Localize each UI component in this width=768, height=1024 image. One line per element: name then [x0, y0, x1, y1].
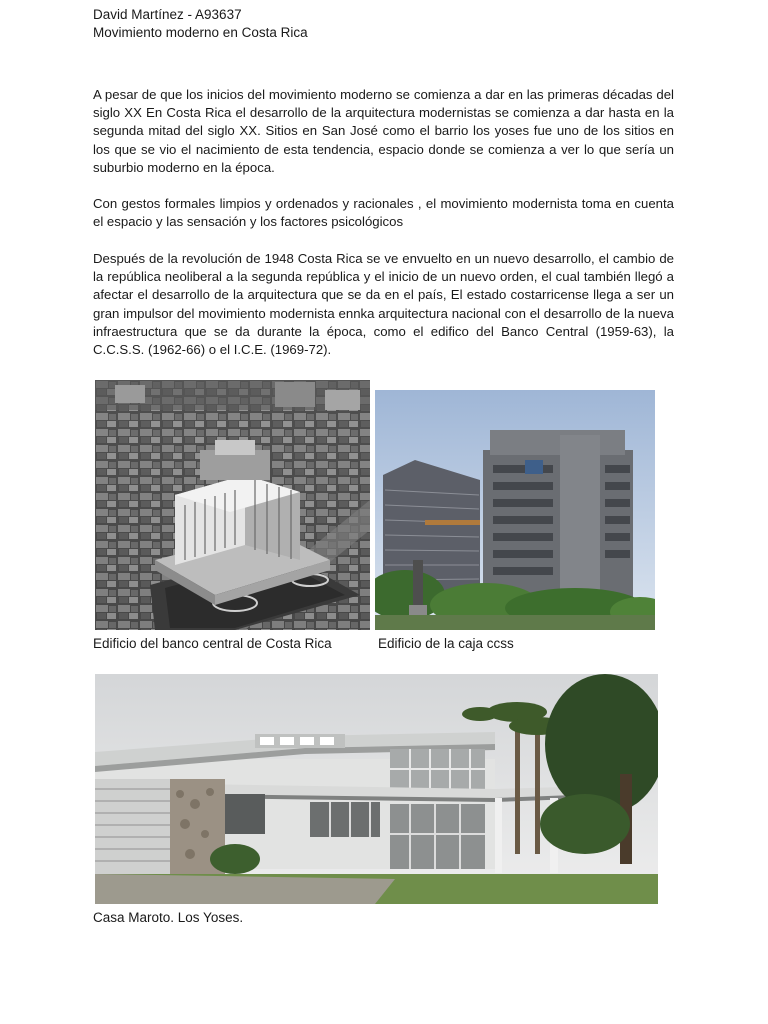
author-line: David Martínez - A93637 [93, 7, 242, 22]
ccss-building-photo [375, 390, 655, 630]
document-title: Movimiento moderno en Costa Rica [93, 25, 308, 40]
caption-banco-central: Edificio del banco central de Costa Rica [93, 636, 332, 651]
caption-casa-maroto: Casa Maroto. Los Yoses. [93, 910, 244, 925]
paragraph-intro: A pesar de que los inicios del movimiento moderno se comienza a dar en las primeras décadas del siglo XX En Costa Rica el desarrollo de la arquitectura modernistas se comienza a dar hasta en la segunda mitad del siglo XX. Sitios en San José como el barrio los yoses fue uno de los sitios en los que se vio el nacimiento de esta tendencia, espacio donde se comienza a ver lo que sería un suburbio moderno en la época. [93, 87, 674, 175]
paragraph-post-1948: Después de la revolución de 1948 Costa Rica se ve envuelto en un nuevo desarrollo, el cambio de la república neoliberal a la segunda república y el inicio de un nuevo orden, el cual también llegó a afectar el desarrollo de la arquitectura que se da en el país, El estado costarricense llega a ser un gran impulsor del movimiento modernista ennka arquitectura nacional con el desarrollo de la nueva infraestructura que se da durante la época, como el edifico del Banco Central (1959-63), la C.C.S.S. (1962-66) o el I.C.E. (1969-72). [93, 251, 674, 358]
caption-ccss: Edificio de la caja ccss [378, 636, 514, 651]
banco-central-photo [95, 380, 370, 630]
paragraph-formal-gestures: Con gestos formales limpios y ordenados y racionales , el movimiento modernista toma en cuenta el espacio y las sensación y los factores psicológicos [93, 196, 674, 230]
casa-maroto-photo [95, 674, 658, 904]
